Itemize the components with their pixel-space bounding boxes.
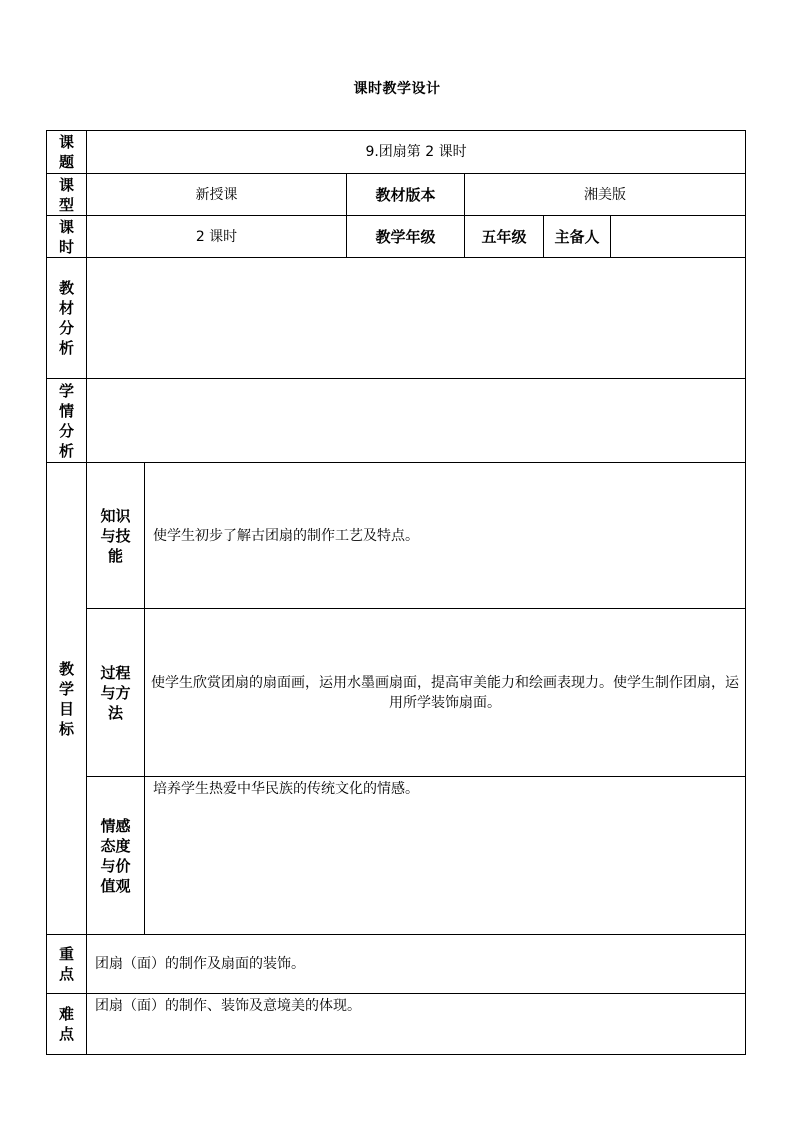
grade-value: 五年级 bbox=[465, 216, 544, 258]
topic-value: 9.团扇第 2 课时 bbox=[87, 131, 746, 174]
document-title: 课时教学设计 bbox=[353, 81, 441, 97]
difficulties-label-cell bbox=[47, 994, 87, 1055]
objective-label-cell-emotion bbox=[87, 777, 145, 935]
type-row bbox=[47, 174, 746, 216]
key-points-label: 重点 bbox=[58, 945, 74, 983]
difficulties-value: 团扇（面）的制作、装饰及意境美的体现。 bbox=[87, 994, 746, 1055]
material-analysis-value bbox=[87, 258, 746, 379]
objectives-label-cell bbox=[47, 463, 87, 935]
key-points-row bbox=[47, 935, 746, 994]
objective-value-emotion: 培养学生热爱中华民族的传统文化的情感。 bbox=[145, 777, 746, 935]
student-analysis-label-cell bbox=[47, 379, 87, 463]
key-points-label-cell bbox=[47, 935, 87, 994]
objective-label-cell-knowledge bbox=[87, 463, 145, 609]
hours-label: 课时 bbox=[58, 217, 74, 256]
objective-label-cell-process bbox=[87, 609, 145, 777]
difficulties-label: 难点 bbox=[58, 1005, 74, 1043]
hours-label-cell bbox=[47, 216, 87, 258]
difficulties-row bbox=[47, 994, 746, 1055]
type-label: 课型 bbox=[58, 175, 74, 214]
preparer-label: 主备人 bbox=[544, 216, 611, 258]
hours-row bbox=[47, 216, 746, 258]
lesson-plan-table bbox=[46, 130, 746, 1055]
student-analysis-row bbox=[47, 379, 746, 463]
objective-row-emotion bbox=[47, 777, 746, 935]
objective-label-emotion: 情感态度与价值观 bbox=[100, 816, 131, 895]
objectives-label: 教学目标 bbox=[58, 659, 74, 738]
student-analysis-label: 学情分析 bbox=[58, 381, 74, 460]
objective-label-knowledge: 知识与技能 bbox=[100, 506, 131, 565]
type-value: 新授课 bbox=[87, 174, 347, 216]
objective-value-knowledge: 使学生初步了解古团扇的制作工艺及特点。 bbox=[145, 463, 746, 609]
objective-label-process: 过程与方法 bbox=[100, 663, 131, 722]
topic-label: 课题 bbox=[58, 133, 74, 171]
material-analysis-row bbox=[47, 258, 746, 379]
objective-value-process: 使学生欣赏团扇的扇面画，运用水墨画扇面，提高审美能力和绘画表现力。使学生制作团扇，运用所学装饰扇面。 bbox=[145, 609, 746, 777]
type-label-cell bbox=[47, 174, 87, 216]
objective-row-process bbox=[47, 609, 746, 777]
edition-label: 教材版本 bbox=[347, 174, 465, 216]
key-points-value: 团扇（面）的制作及扇面的装饰。 bbox=[87, 935, 746, 994]
preparer-value bbox=[611, 216, 746, 258]
topic-row bbox=[47, 131, 746, 174]
student-analysis-value bbox=[87, 379, 746, 463]
objective-row-knowledge bbox=[47, 463, 746, 609]
topic-label-cell bbox=[47, 131, 87, 174]
material-analysis-label: 教材分析 bbox=[58, 279, 74, 357]
hours-value: 2 课时 bbox=[87, 216, 347, 258]
material-analysis-label-cell bbox=[47, 258, 87, 379]
grade-label: 教学年级 bbox=[347, 216, 465, 258]
edition-value: 湘美版 bbox=[465, 174, 746, 216]
